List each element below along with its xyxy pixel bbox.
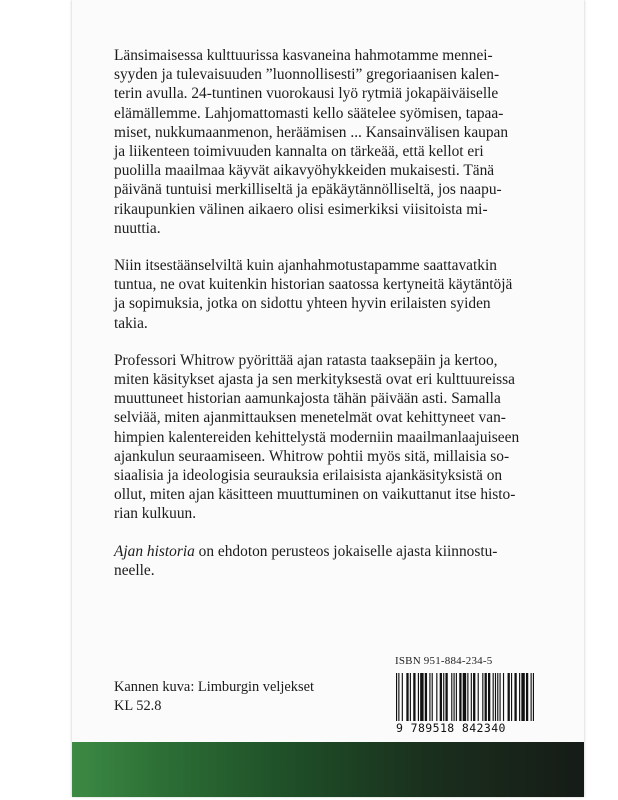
- text-line: miset, nukkumaanmenon, heräämisen ... Kansainvälisen kaupan: [114, 123, 509, 141]
- text-line: neelle.: [114, 561, 155, 579]
- barcode-number: 9 789518 842340: [396, 721, 506, 735]
- text-line: ajankulun seuraamiseen. Whitrow pohtii myös sitä, millaisia so-: [114, 447, 510, 465]
- text-line: Niin itsestäänselviltä kuin ajanhahmotustapamme saattavatkin: [114, 257, 497, 275]
- text-line: siaalisia ja ideologisia seurauksia erilaisista ajankäsityksistä on: [114, 467, 503, 485]
- text-line: syyden ja tulevaisuuden ”luonnollisesti” gregoriaanisen kalen-: [114, 66, 500, 84]
- credits-block: [114, 678, 314, 716]
- text-line: rian kulkuun.: [114, 505, 197, 523]
- isbn-label: ISBN 951-884-234-5: [395, 655, 493, 667]
- text-line: muuttuneet historian aamunkajosta tähän päivään asti. Samalla: [114, 390, 501, 408]
- book-back-cover: [72, 0, 584, 797]
- blurb-text: [114, 46, 546, 598]
- text-line: [114, 542, 546, 561]
- text-line: terin avulla. 24-tuntinen vuorokausi lyö rytmiä jokapäiväiselle: [114, 85, 499, 103]
- text-line: ja sopimuksia, jotka on sidottu yhteen hyvin erilaisten syiden: [114, 295, 491, 313]
- text-line: päivänä tuntuisi merkilliseltä ja epäkäytännölliseltä, jos naapu-: [114, 181, 502, 199]
- text-line: tuntua, ne ovat kuitenkin historian saatossa kertyneitä käytäntöjä: [114, 276, 513, 294]
- text-line: Länsimaisessa kulttuurissa kasvaneina hahmotamme mennei-: [114, 47, 493, 64]
- book-title-italic: Ajan historia: [114, 542, 195, 560]
- library-classification: KL 52.8: [114, 698, 162, 714]
- text-line: ja liikenteen toimivuuden kannalta on tärkeää, että kellot eri: [114, 143, 484, 161]
- paragraph-3: [114, 351, 546, 524]
- text-fragment: on ehdoton perusteos jokaiselle ajasta kiinnostu-: [194, 542, 498, 560]
- paragraph-1: [114, 46, 546, 238]
- text-line: rikaupunkien välinen aikaero olisi esimerkiksi viisitoista mi-: [114, 200, 488, 218]
- text-line: ollut, miten ajan käsitteen muuttuminen on vaikuttanut itse histo-: [114, 486, 516, 504]
- text-line: puolilla maailmaa käyvät aikavyöhykkeiden mukaisesti. Tänä: [114, 162, 495, 180]
- text-line: nuuttia.: [114, 219, 161, 237]
- text-line: himpien kalentereiden kehittelystä moderniin maailmanlaajuiseen: [114, 428, 520, 446]
- text-line: miten käsitykset ajasta ja sen merkityksestä ovat eri kulttuureissa: [114, 371, 515, 389]
- paragraph-2: [114, 256, 546, 333]
- text-line: Professori Whitrow pyörittää ajan ratasta taaksepäin ja kertoo,: [114, 351, 498, 369]
- cover-image-credit: Kannen kuva: Limburgin veljekset: [114, 679, 314, 695]
- text-line: elämällemme. Lahjomattomasti kello säätelee syömisen, tapaa-: [114, 104, 504, 122]
- color-band: [72, 742, 584, 797]
- paragraph-4: [114, 542, 546, 580]
- text-line: selviää, miten ajanmittauksen menetelmät ovat kehittyneet van-: [114, 409, 506, 427]
- text-line: takia.: [114, 314, 148, 332]
- barcode-bars: [392, 673, 538, 723]
